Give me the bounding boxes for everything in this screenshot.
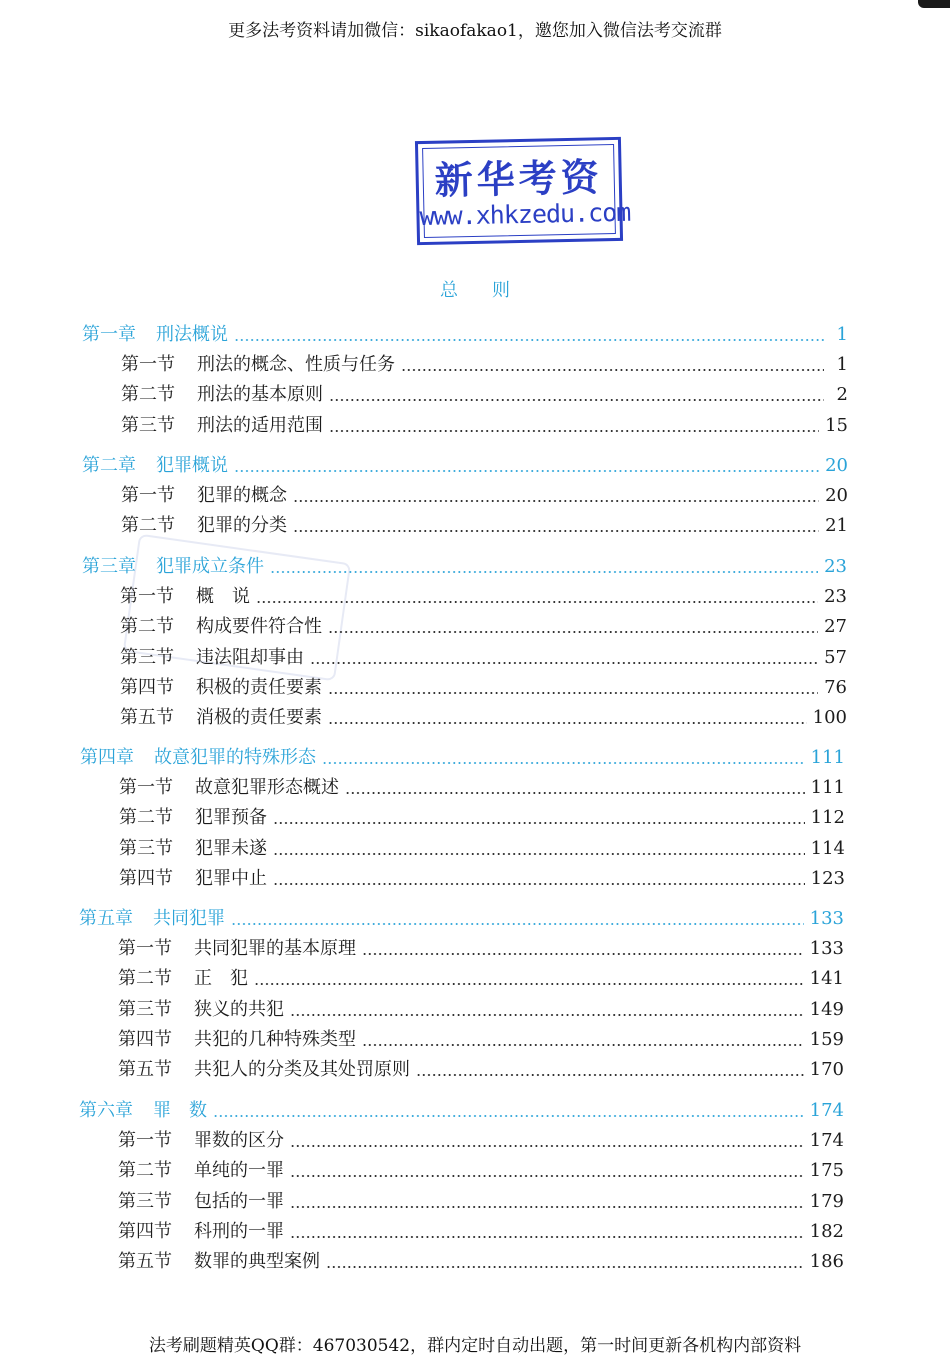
leader-dots: [329, 399, 824, 401]
section-title: 犯罪预备: [195, 807, 267, 829]
section-label: 第一节: [119, 777, 173, 799]
chapter-title: 犯罪概说: [156, 455, 228, 476]
leader-dots: [290, 1175, 804, 1177]
section-title: 刑法的基本原则: [197, 384, 323, 406]
toc-section-row[interactable]: [118, 1189, 844, 1215]
section-label: 第二节: [118, 1160, 172, 1182]
leader-dots: [329, 430, 819, 432]
section-title: 违法阻却事由: [196, 646, 304, 668]
toc-chapter-row[interactable]: [80, 745, 845, 771]
section-label: 第一节: [118, 938, 172, 960]
section-title: 犯罪中止: [195, 867, 267, 889]
section-label: 第五节: [118, 1251, 172, 1272]
leader-dots: [416, 1074, 804, 1076]
section-page-number: 112: [810, 807, 845, 829]
section-label: 第二节: [118, 968, 172, 990]
toc-section-row[interactable]: [118, 997, 844, 1023]
section-label: 第三节: [120, 646, 174, 668]
section-page-number: 149: [809, 998, 844, 1020]
toc-section-row[interactable]: [118, 1219, 844, 1245]
section-label: 第一节: [121, 354, 175, 376]
footer-watermark-text: 法考刷题精英QQ群：467030542，群内定时自动出题，第一时间更新各机构内部资料: [148, 1336, 802, 1356]
section-title: 构成要件符合性: [196, 616, 322, 638]
leader-dots: [293, 530, 819, 532]
chapter-page-number: 111: [810, 747, 845, 768]
toc-section-row[interactable]: [118, 1249, 844, 1275]
section-title: 故意犯罪形态概述: [195, 777, 339, 799]
leader-dots: [326, 1266, 804, 1268]
toc-section-row[interactable]: [121, 413, 848, 439]
section-title: 消极的责任要素: [196, 707, 322, 728]
toc-section-row[interactable]: [120, 645, 847, 671]
leader-dots: [322, 762, 805, 764]
section-page-number: 76: [824, 676, 847, 698]
section-label: 第三节: [118, 1190, 172, 1212]
toc-section-row[interactable]: [120, 705, 847, 731]
section-page-number: 111: [810, 777, 845, 799]
section-title: 概 说: [196, 586, 250, 608]
toc-section-row[interactable]: [119, 836, 845, 862]
chapter-title: 共同犯罪: [153, 908, 225, 929]
toc-section-row[interactable]: [121, 483, 848, 509]
section-label: 第四节: [120, 676, 174, 698]
section-page-number: 21: [825, 515, 848, 537]
toc-section-row[interactable]: [120, 584, 847, 610]
toc-section-row[interactable]: [118, 1158, 844, 1184]
section-page-number: 20: [825, 485, 848, 507]
section-page-number: 27: [824, 616, 847, 638]
chapter-label: 第二章: [82, 455, 136, 476]
leader-dots: [231, 923, 804, 925]
section-label: 第四节: [119, 867, 173, 889]
leader-dots: [213, 1115, 804, 1117]
toc-chapter-row[interactable]: [79, 906, 844, 932]
chapter-label: 第五章: [79, 908, 133, 929]
chapter-page-number: 20: [825, 455, 848, 476]
section-page-number: 170: [809, 1059, 844, 1080]
section-label: 第二节: [119, 807, 173, 829]
section-page-number: 182: [809, 1220, 844, 1242]
chapter-page-number: 174: [809, 1100, 844, 1121]
section-page-number: 141: [809, 968, 844, 990]
section-title: 单纯的一罪: [194, 1160, 284, 1182]
section-label: 第一节: [121, 485, 175, 507]
toc-section-row[interactable]: [119, 805, 845, 831]
section-page-number: 179: [809, 1190, 844, 1212]
leader-dots: [362, 953, 804, 955]
section-title: 犯罪的概念: [197, 485, 287, 507]
toc-section-row[interactable]: [121, 382, 848, 408]
toc-section-row[interactable]: [120, 675, 847, 701]
leader-dots: [270, 571, 818, 573]
leader-dots: [328, 692, 818, 694]
section-page-number: 174: [809, 1130, 844, 1152]
stamp-url: www.xhkzedu.com: [419, 197, 631, 232]
leader-dots: [273, 853, 805, 855]
section-title: 罪数的区分: [194, 1130, 284, 1152]
section-label: 第一节: [118, 1130, 172, 1152]
chapter-label: 第四章: [80, 747, 134, 768]
section-label: 第四节: [118, 1028, 172, 1050]
leader-dots: [290, 1206, 804, 1208]
leader-dots: [273, 822, 805, 824]
toc-section-row[interactable]: [120, 614, 847, 640]
section-title: 包括的一罪: [194, 1190, 284, 1212]
section-label: 第五节: [120, 707, 174, 728]
section-page-number: 114: [810, 837, 845, 859]
section-title: 共犯的几种特殊类型: [194, 1028, 356, 1050]
header-watermark-text: 更多法考资料请加微信：sikaofakao1，邀您加入微信法考交流群: [228, 21, 722, 41]
leader-dots: [328, 722, 807, 724]
section-label: 第一节: [120, 586, 174, 608]
chapter-title: 故意犯罪的特殊形态: [154, 747, 316, 768]
toc-section-row[interactable]: [119, 775, 845, 801]
section-page-number: 23: [824, 586, 847, 608]
chapter-title: 犯罪成立条件: [156, 556, 264, 577]
section-title: 共同犯罪的基本原理: [194, 938, 356, 960]
section-page-number: 2: [836, 384, 848, 406]
section-title: 积极的责任要素: [196, 676, 322, 698]
leader-dots: [362, 1044, 804, 1046]
stamp-title: 新华考资: [434, 154, 604, 203]
section-title: 犯罪未遂: [195, 837, 267, 859]
chapter-title: 刑法概说: [156, 324, 228, 345]
toc-section-row[interactable]: [118, 1057, 844, 1083]
section-label: 第三节: [121, 414, 175, 436]
leader-dots: [234, 470, 819, 472]
section-page-number: 57: [824, 646, 847, 668]
section-label: 第四节: [118, 1220, 172, 1242]
toc-chapter-row[interactable]: [82, 554, 847, 580]
toc-section-row[interactable]: [121, 352, 848, 378]
toc-chapter-row[interactable]: [82, 322, 848, 348]
section-label: 第三节: [118, 998, 172, 1020]
section-label: 第二节: [121, 515, 175, 537]
section-title: 总则: [440, 280, 544, 301]
toc-section-row[interactable]: [119, 866, 845, 892]
section-page-number: 175: [809, 1160, 844, 1182]
leader-dots: [254, 983, 804, 985]
toc-section-row[interactable]: [118, 1128, 844, 1154]
section-title: 刑法的概念、性质与任务: [197, 354, 395, 376]
leader-dots: [290, 1236, 804, 1238]
chapter-label: 第三章: [82, 556, 136, 577]
section-label: 第二节: [121, 384, 175, 406]
leader-dots: [273, 883, 805, 885]
toc-chapter-row[interactable]: [79, 1098, 844, 1124]
section-page-number: 159: [809, 1028, 844, 1050]
chapter-page-number: 23: [824, 556, 847, 577]
leader-dots: [293, 500, 819, 502]
chapter-label: 第六章: [79, 1100, 133, 1121]
chapter-page-number: 1: [836, 324, 848, 345]
section-title: 共犯人的分类及其处罚原则: [194, 1059, 410, 1080]
section-page-number: 133: [809, 938, 844, 960]
section-title: 犯罪的分类: [197, 515, 287, 537]
section-page-number: 15: [825, 414, 848, 436]
toc-section-row[interactable]: [121, 513, 848, 539]
section-title: 狭义的共犯: [194, 998, 284, 1020]
leader-dots: [290, 1014, 804, 1016]
section-page-number: 186: [809, 1251, 844, 1272]
leader-dots: [401, 369, 824, 371]
toc-section-row[interactable]: [118, 936, 844, 962]
chapter-title: 罪 数: [153, 1100, 207, 1121]
leader-dots: [290, 1145, 804, 1147]
section-title: 数罪的典型案例: [194, 1251, 320, 1272]
section-title: 正 犯: [194, 968, 248, 990]
leader-dots: [256, 601, 818, 603]
toc-chapter-row[interactable]: [82, 453, 848, 479]
section-page-number: 123: [810, 867, 845, 889]
section-title: 科刑的一罪: [194, 1220, 284, 1242]
leader-dots: [310, 662, 818, 664]
section-title: 刑法的适用范围: [197, 414, 323, 436]
section-page-number: 1: [836, 354, 848, 376]
chapter-label: 第一章: [82, 324, 136, 345]
chapter-page-number: 133: [809, 908, 844, 929]
section-label: 第五节: [118, 1059, 172, 1080]
toc-section-row[interactable]: [118, 966, 844, 992]
leader-dots: [345, 792, 805, 794]
section-label: 第三节: [119, 837, 173, 859]
leader-dots: [328, 631, 818, 633]
section-page-number: 100: [812, 707, 847, 728]
section-label: 第二节: [120, 616, 174, 638]
toc-section-row[interactable]: [118, 1027, 844, 1053]
leader-dots: [234, 339, 824, 341]
